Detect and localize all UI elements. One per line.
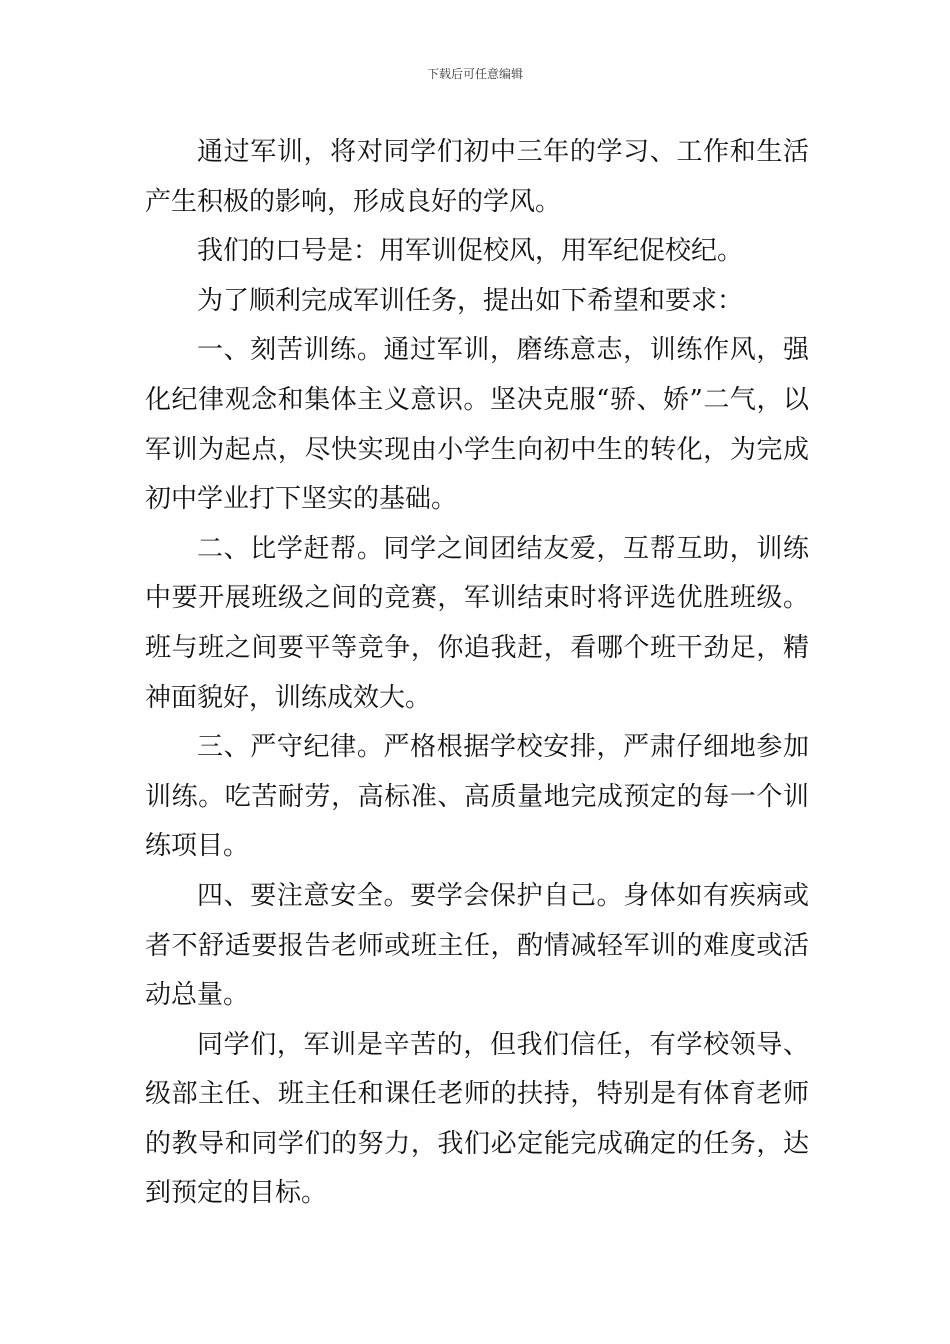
paragraph-requirement-4: 四、要注意安全。要学会保护自己。身体如有疾病或者不舒适要报告老师或班主任，酌情减轻军训的难度或活动总量。	[145, 880, 809, 1011]
paragraph-closing: 同学们，军训是辛苦的，但我们信任，有学校领导、级部主任、班主任和课任老师的扶持，特别是有体育老师的教导和同学们的努力，我们必定能完成确定的任务，达到预定的目标。	[145, 1029, 809, 1209]
page-header: 下载后可任意编辑	[426, 67, 523, 81]
paragraph-requirement-3: 三、严守纪律。严格根据学校安排，严肃仔细地参加训练。吃苦耐劳，高标准、高质量地完成预定的每一个训练项目。	[145, 732, 809, 862]
document-body	[145, 128, 809, 1219]
paragraph-requirement-2: 二、比学赶帮。同学之间团结友爱，互帮互助，训练中要开展班级之间的竞赛，军训结束时将评选优胜班级。班与班之间要平等竞争，你追我赶，看哪个班干劲足，精神面貌好，训练成效大。	[145, 533, 809, 713]
paragraph-slogan: 我们的口号是：用军训促校风，用军纪促校纪。	[197, 236, 744, 267]
paragraph-intro: 通过军训，将对同学们初中三年的学习、工作和生活产生积极的影响，形成良好的学风。	[145, 137, 809, 217]
paragraph-requirement-1: 一、刻苦训练。通过军训，磨练意志，训练作风，强化纪律观念和集体主义意识。坚决克服“骄、娇”二气，以军训为起点，尽快实现由小学生向初中生的转化，为完成初中学业打下坚实的基础。	[145, 335, 809, 515]
paragraph-requirements-intro: 为了顺利完成军训任务，提出如下希望和要求：	[197, 285, 744, 316]
